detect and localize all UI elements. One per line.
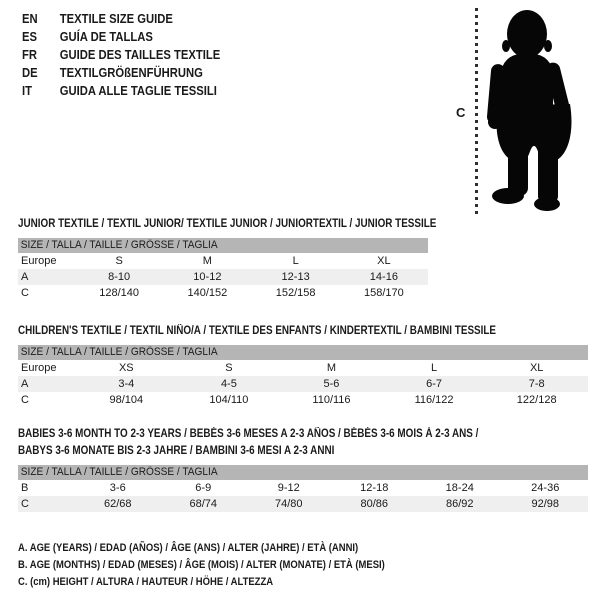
row-label: C [21,394,29,406]
row-label: C [21,498,29,510]
size-table-babies [18,465,588,512]
footnote: C. (cm) HEIGHT / ALTURA / HAUTEUR / HÖHE / ALTEZZA [18,576,274,588]
table-cell: 6-9 [195,482,212,494]
table-cell: 12-18 [360,482,389,494]
table-cell: 7-8 [528,378,545,390]
table-cell: 6-7 [426,378,443,390]
table-row [18,392,588,408]
table-row [18,269,428,285]
table-cell: 98/104 [109,394,144,406]
language-code: EN [22,12,38,26]
table-cell: 122/128 [516,394,557,406]
table-cell: 24-36 [531,482,560,494]
title-line-es [22,28,220,46]
table-cell: 3-6 [109,482,126,494]
size-section-children [18,323,590,408]
section-title: JUNIOR TEXTILE / TEXTIL JUNIOR/ TEXTILE JUNIOR / JUNIORTEXTIL / JUNIOR TESSILE [18,218,437,230]
height-measure-label: C [456,105,466,120]
title-line-it [22,82,220,100]
table-row [18,496,588,512]
table-cell: 116/122 [414,394,454,406]
table-cell: 18-24 [445,482,474,494]
row-label: Europe [21,255,57,267]
table-cell: S [115,255,123,267]
language-code: ES [22,30,38,44]
table-cell: XL [529,362,544,374]
size-header-bar [18,345,588,360]
footnotes-block [18,540,590,591]
table-cell: L [292,255,299,267]
table-cell: 92/98 [531,498,560,510]
table-cell: 5-6 [323,378,340,390]
size-header-bar [18,465,588,480]
section-title: CHILDREN'S TEXTILE / TEXTIL NIÑO/A / TEXTILE DES ENFANTS / KINDERTEXTIL / BAMBINI TESSILE [18,325,497,337]
row-label: B [21,482,29,494]
title-line-fr [22,46,220,64]
size-header-bar [18,238,428,253]
size-section-junior [18,216,590,301]
size-header-row [18,238,428,253]
size-sections [18,216,590,512]
table-cell: 9-12 [277,482,300,494]
size-tables-content [18,216,590,591]
title-line-de [22,64,220,82]
section-title: BABIES 3-6 MONTH TO 2-3 YEARS / BEBÉS 3-6 MESES A 2-3 AÑOS / BÉBÉS 3-6 MOIS À 2-3 ANS / [18,428,479,440]
row-label: C [21,287,29,299]
footnote: B. AGE (MONTHS) / EDAD (MESES) / ÂGE (MOIS) / ALTER (MONATE) / ETÀ (MESI) [18,559,385,571]
guide-title: GUÍA DE TALLAS [59,30,153,44]
size-section-babies [18,426,590,512]
size-header-row [18,465,588,480]
size-table-children [18,345,588,408]
size-header-text: SIZE / TALLA / TAILLE / GRÖSSE / TAGLIA [20,346,218,358]
table-row [18,360,588,376]
height-measure-line [475,8,478,218]
table-cell: XS [118,362,134,374]
row-label: A [21,378,29,390]
guide-title: TEXTILE SIZE GUIDE [59,12,173,26]
guide-title: GUIDA ALLE TAGLIE TESSILI [59,84,217,98]
size-header-text: SIZE / TALLA / TAILLE / GRÖSSE / TAGLIA [20,466,218,478]
table-cell: 62/68 [103,498,132,510]
table-cell: 8-10 [108,271,131,283]
guide-title: TEXTILGRÖßENFÜHRUNG [59,66,203,80]
language-code: IT [22,84,32,98]
table-cell: 12-13 [281,271,310,283]
size-table-junior [18,238,428,301]
footnote: A. AGE (YEARS) / EDAD (AÑOS) / ÂGE (ANS) / ALTER (JAHRE) / ETÀ (ANNI) [18,542,359,554]
table-cell: 3-4 [118,378,135,390]
table-row [18,376,588,392]
table-cell: 80/86 [360,498,389,510]
row-label: Europe [21,362,57,374]
language-code: DE [22,66,38,80]
table-row [18,253,428,269]
table-cell: 152/158 [275,287,316,299]
toddler-silhouette-icon [487,6,600,214]
row-label: A [21,271,29,283]
table-cell: 128/140 [99,287,139,299]
table-cell: 4-5 [220,378,237,390]
table-cell: L [431,362,438,374]
table-cell: M [202,255,212,267]
table-cell: 68/74 [189,498,218,510]
table-cell: 104/110 [209,394,249,406]
size-header-row [18,345,588,360]
table-cell: 14-16 [369,271,398,283]
language-title-block [22,10,242,100]
table-cell: XL [377,255,391,267]
table-cell: 10-12 [193,271,222,283]
table-row [18,285,428,301]
table-cell: 86/92 [445,498,474,510]
table-cell: 140/152 [187,287,228,299]
title-line-en [22,10,220,28]
language-code: FR [22,48,38,62]
table-cell: 74/80 [274,498,303,510]
section-title: BABYS 3-6 MONATE BIS 2-3 JAHRE / BAMBINI 3-6 MESI A 2-3 ANNI [18,445,335,457]
table-row [18,480,588,496]
size-header-text: SIZE / TALLA / TAILLE / GRÖSSE / TAGLIA [20,239,218,251]
table-cell: M [326,362,337,374]
table-cell: 158/170 [363,287,404,299]
table-cell: 110/116 [312,394,351,406]
table-cell: S [225,362,233,374]
guide-title: GUIDE DES TAILLES TEXTILE [59,48,221,62]
